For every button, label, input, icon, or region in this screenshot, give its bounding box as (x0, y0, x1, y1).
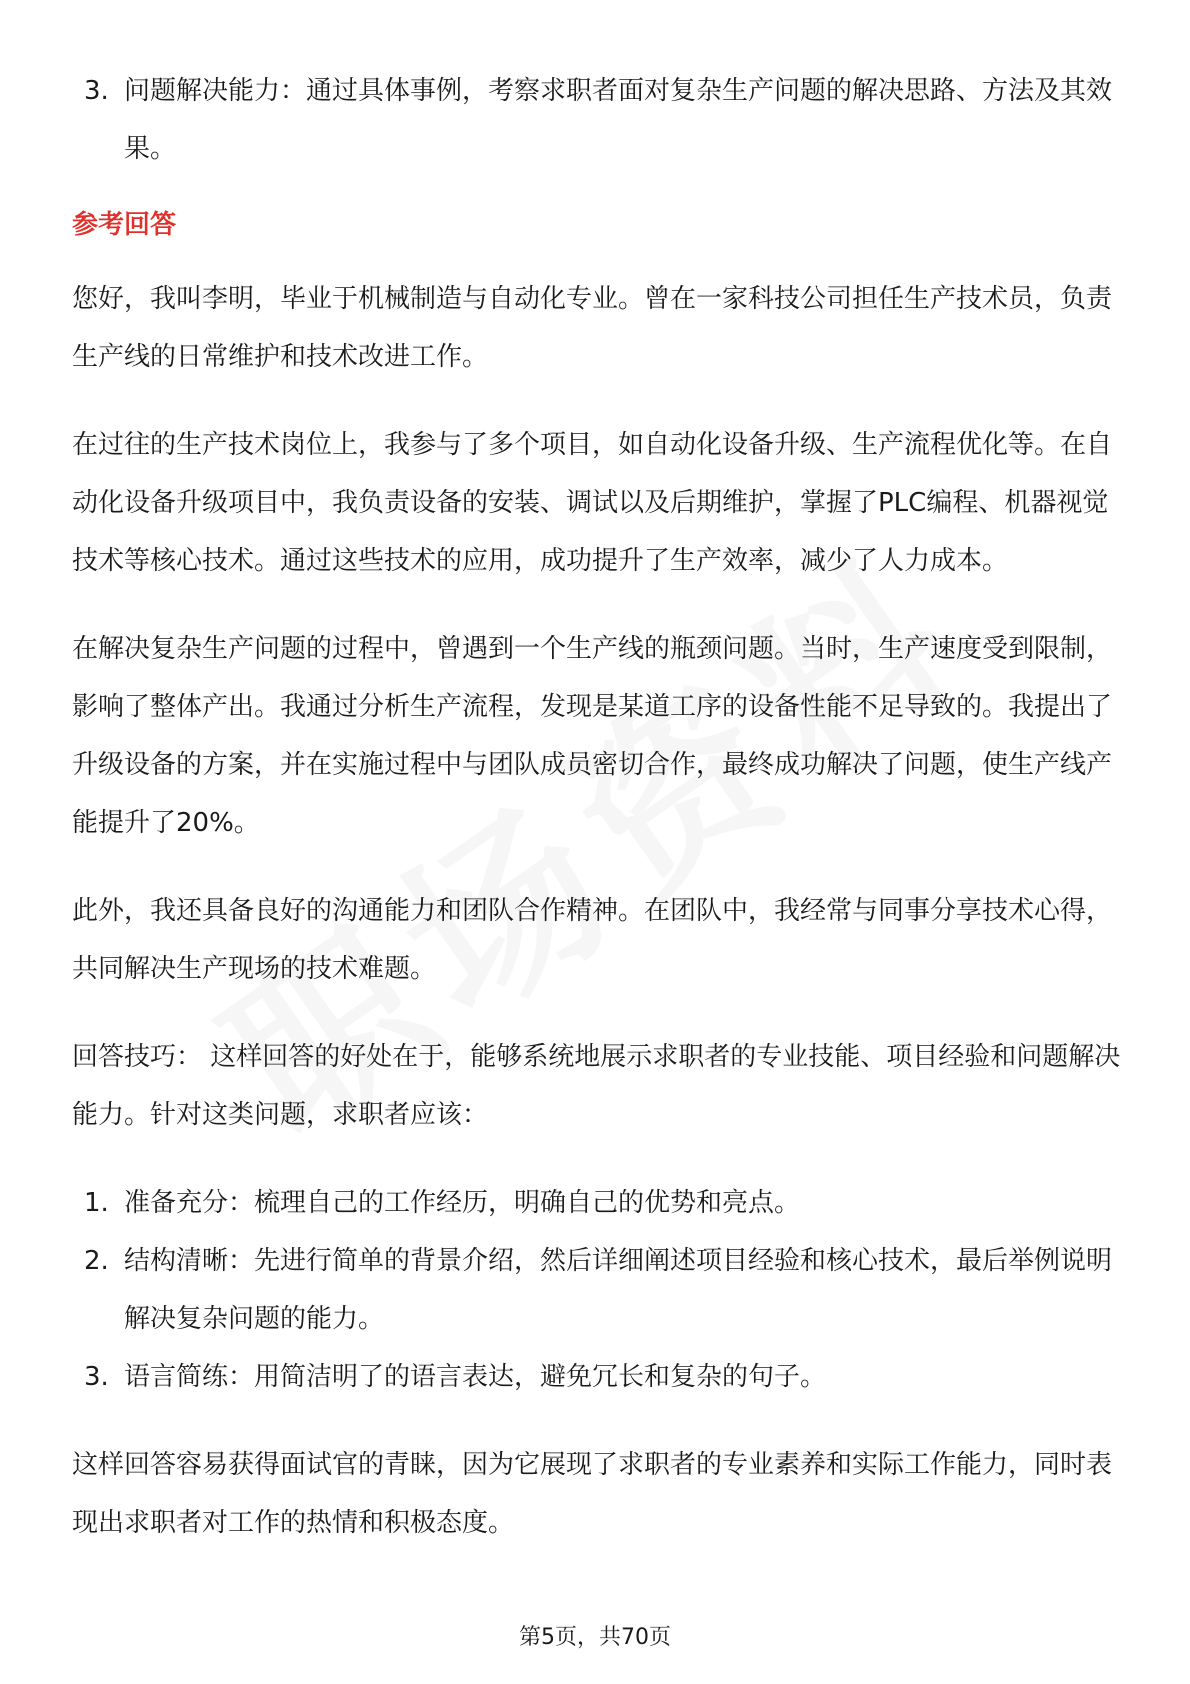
list-number: 1. (84, 1188, 109, 1218)
list-text: 结构清晰：先进行简单的背景介绍，然后详细阐述项目经验和核心技术，最后举例说明解决复杂问题的能力。 (124, 1246, 1113, 1334)
paragraph: 在过往的生产技术岗位上，我参与了多个项目，如自动化设备升级、生产流程优化等。在自动化设备升级项目中，我负责设备的安装、调试以及后期维护，掌握了PLC编程、机器视觉技术等核心技术。通过这些技术的应用，成功提升了生产效率，减少了人力成本。 (72, 430, 1113, 576)
list-text: 准备充分：梳理自己的工作经历，明确自己的优势和亮点。 (124, 1188, 801, 1218)
page-content (72, 62, 1122, 1582)
paragraph: 在解决复杂生产问题的过程中，曾遇到一个生产线的瓶颈问题。当时，生产速度受到限制，影响了整体产出。我通过分析生产流程，发现是某道工序的设备性能不足导致的。我提出了升级设备的方案，并在实施过程中与团队成员密切合作，最终成功解决了问题，使生产线产能提升了20%。 (72, 634, 1113, 838)
paragraph: 此外，我还具备良好的沟通能力和团队合作精神。在团队中，我经常与同事分享技术心得，共同解决生产现场的技术难题。 (72, 896, 1113, 984)
closing-paragraph: 这样回答容易获得面试官的青睐，因为它展现了求职者的专业素养和实际工作能力，同时表现出求职者对工作的热情和积极态度。 (72, 1450, 1113, 1538)
list-item (72, 62, 1122, 178)
section-title: 参考回答 (72, 210, 177, 240)
list-text: 语言简练：用简洁明了的语言表达，避免冗长和复杂的句子。 (124, 1362, 827, 1392)
list-text: 问题解决能力：通过具体事例，考察求职者面对复杂生产问题的解决思路、方法及其效果。 (124, 76, 1113, 164)
tips-list (72, 1174, 1122, 1406)
paragraph: 回答技巧： 这样回答的好处在于，能够系统地展示求职者的专业技能、项目经验和问题解决能力。针对这类问题，求职者应该： (72, 1042, 1121, 1130)
list-number: 3. (84, 76, 109, 106)
paragraph: 您好，我叫李明，毕业于机械制造与自动化专业。曾在一家科技公司担任生产技术员，负责生产线的日常维护和技术改进工作。 (72, 284, 1113, 372)
list-item (72, 1232, 1122, 1348)
list-number: 3. (84, 1362, 109, 1392)
list-item (72, 1348, 1122, 1406)
top-list (72, 62, 1122, 178)
page-footer: 第5页，共70页 (519, 1625, 671, 1650)
list-number: 2. (84, 1246, 109, 1276)
list-item (72, 1174, 1122, 1232)
